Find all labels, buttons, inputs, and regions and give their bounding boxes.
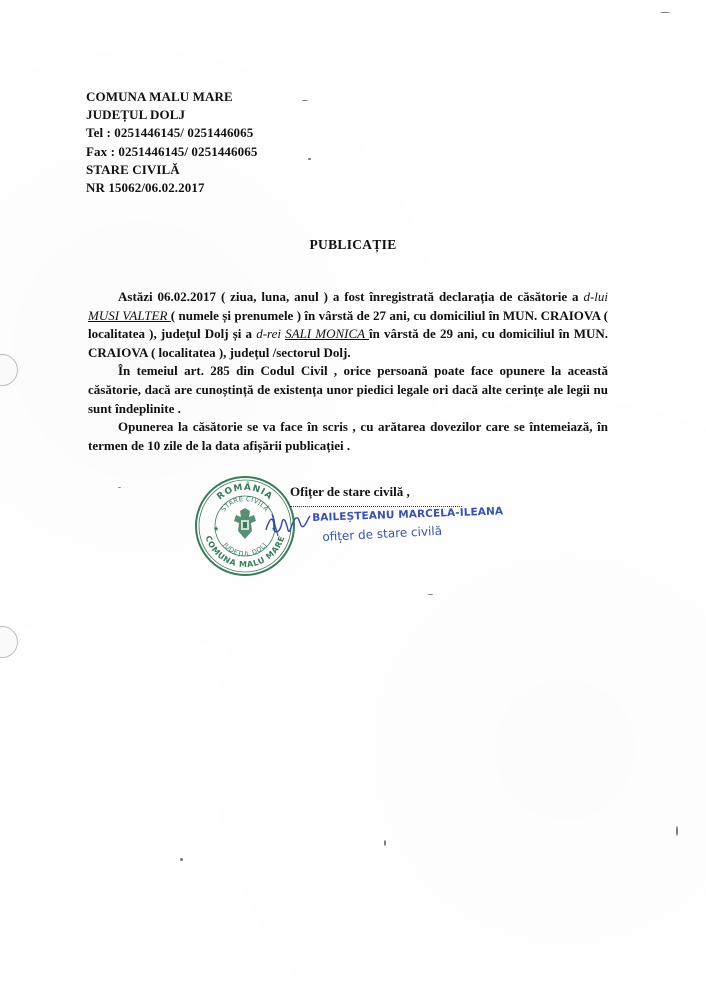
- fax-line: Fax : 0251446145/ 0251446065: [86, 143, 258, 159]
- paragraph-legal-basis: În temeiul art. 285 din Codul Civil , orice persoană poate face opunere la această căsătorie, dacă are cunoștință de existența unor piedici legale ori dacă alte cerințe ale legii nu sunt îndeplinite .: [88, 363, 608, 416]
- scan-speck: [660, 12, 670, 13]
- svg-text:★: ★: [213, 525, 220, 533]
- paragraph-opposition: Opunerea la căsătorie se va face în scris , cu arătarea dovezilor care se întemeiază, în termen de 10 zile de la data afișării publicației .: [88, 419, 608, 453]
- seal-top-text: ROMÂNIA: [215, 482, 275, 503]
- scan-speck: [118, 487, 121, 488]
- department-name: STARE CIVILĂ: [86, 161, 180, 177]
- seal-bottom-text: COMUNA MALU MARE: [203, 534, 287, 570]
- document-body: [88, 288, 608, 455]
- handwritten-signature: [262, 508, 312, 538]
- officer-role-stamp: ofițer de stare civilă: [322, 523, 443, 544]
- coat-of-arms-icon: [234, 508, 256, 539]
- groom-details: ( numele și prenumele ) în vârstă de 27 ani, cu domiciliul în MUN. CRAIOVA ( localitatea ), județul Dolj și a: [88, 307, 608, 342]
- seal-county-text: JUDEȚUL DOLJ: [221, 541, 269, 559]
- groom-name: MUSI VALTER: [88, 307, 171, 323]
- bride-name: SALI MONICA: [285, 326, 370, 342]
- county-name: JUDEȚUL DOLJ: [86, 107, 186, 123]
- scan-speck: [676, 826, 678, 836]
- svg-text:★: ★: [271, 525, 278, 533]
- declaration-text: Astăzi 06.02.2017 ( ziua, luna, anul ) a fost înregistrată declarația de căsătorie a: [118, 289, 584, 304]
- officer-name-stamp: BAILEȘTEANU MARCELA-ILEANA: [312, 505, 504, 524]
- seal-side-text: STARE CIVILĂ: [219, 494, 271, 514]
- scan-speck: [302, 100, 308, 101]
- groom-title: d-lui: [583, 289, 608, 304]
- commune-name: COMUNA MALU MARE: [86, 89, 233, 104]
- bride-details: în vârstă de 29 ani, cu domiciliul în MUN. CRAIOVA ( localitatea ), județul /sectorul Dolj.: [88, 326, 608, 360]
- punch-hole: [0, 354, 18, 386]
- scan-speck: [428, 594, 433, 595]
- scan-speck: [180, 858, 183, 861]
- phone-line: Tel : 0251446145/ 0251446065: [86, 125, 254, 141]
- paragraph-declaration: [88, 288, 608, 362]
- bride-title: d-rei: [256, 326, 281, 342]
- scan-speck: [308, 158, 311, 160]
- punch-hole: [0, 626, 18, 658]
- document-title: PUBLICAȚIE: [309, 237, 397, 252]
- scan-speck: [384, 840, 386, 846]
- registration-number: NR 15062/06.02.2017: [86, 180, 205, 196]
- issuer-header: [86, 88, 257, 197]
- officer-label: Ofițer de stare civilă ,: [290, 484, 410, 499]
